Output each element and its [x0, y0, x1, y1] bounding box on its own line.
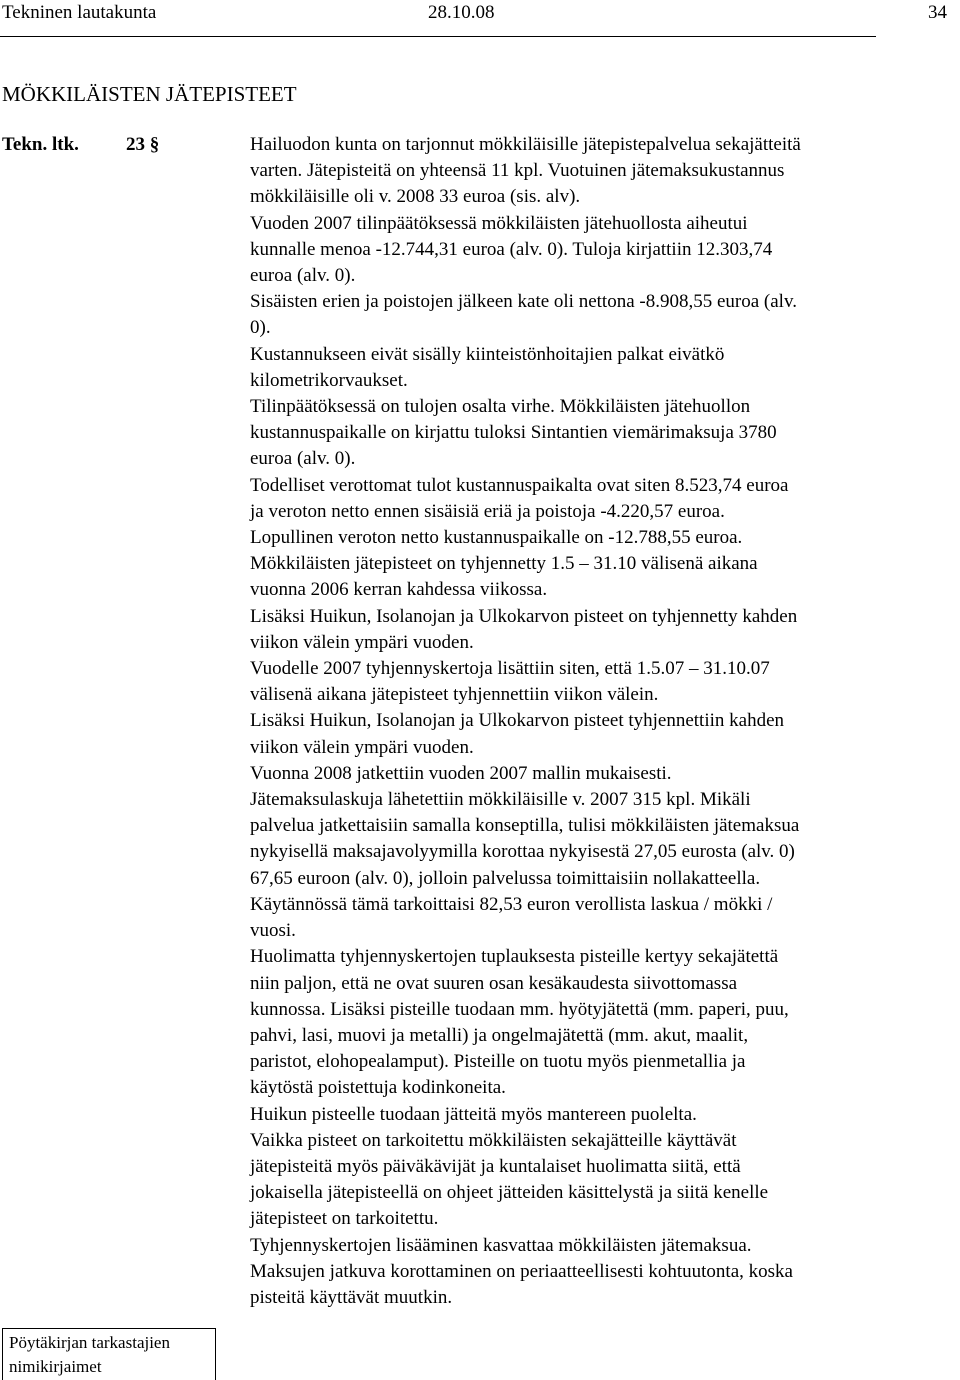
page-title: MÖKKILÄISTEN JÄTEPISTEET: [2, 82, 297, 106]
body-line: pisteitä käyttävät muutkin.: [250, 1286, 453, 1308]
body-line: Vuonna 2008 jatkettiin vuoden 2007 mallin mukaisesti.: [250, 762, 672, 784]
body-line: Maksujen jatkuva korottaminen on periaatteellisesti kohtuutonta, koska: [250, 1260, 793, 1282]
body-line: Mökkiläisten jätepisteet on tyhjennetty 1.5 – 31.10 välisenä aikana: [250, 553, 758, 575]
header-date: 28.10.08: [428, 2, 495, 23]
body-line: euroa (alv. 0).: [250, 265, 356, 287]
body-line: välisenä aikana jätepisteet tyhjennettiin viikon välein.: [250, 684, 659, 706]
body-line: mökkiläisille oli v. 2008 33 euroa (sis. alv).: [250, 186, 581, 208]
body-line: Huolimatta tyhjennyskertojen tuplauksesta pisteille kertyy sekajätettä: [250, 946, 779, 968]
body-line: ja veroton netto ennen sisäisiä eriä ja poistoja -4.220,57 euroa.: [250, 500, 725, 522]
body-line: euroa (alv. 0).: [250, 448, 356, 470]
body-line: jätepisteitä myös päiväkävijät ja kuntalaiset huolimatta siitä, että: [250, 1155, 741, 1177]
signature-box: [2, 1328, 216, 1380]
body-paragraph: [250, 1102, 910, 1128]
body-line: Lopullinen veroton netto kustannuspaikalle on -12.788,55 euroa.: [250, 527, 743, 549]
body-paragraph: [250, 525, 910, 551]
body-line: jokaisella jätepisteellä on ohjeet jätteiden käsittelystä ja siitä kenelle: [250, 1182, 769, 1204]
body-paragraph: [250, 761, 910, 787]
body-line: Lisäksi Huikun, Isolanojan ja Ulkokarvon pisteet on tyhjennetty kahden: [250, 605, 798, 627]
body-line: kilometrikorvaukset.: [250, 369, 408, 391]
header-committee: Tekninen lautakunta: [2, 2, 157, 23]
body-paragraph: [250, 289, 910, 341]
body-line: niin paljon, että ne ovat suuren osan kesäkaudesta siivottomassa: [250, 972, 738, 994]
signature-box-label-line1: Pöytäkirjan tarkastajien: [9, 1333, 170, 1352]
body-paragraph: [250, 394, 910, 473]
body-line: Tilinpäätöksessä on tulojen osalta virhe. Mökkiläisten jätehuollon: [250, 396, 751, 418]
body-line: Huikun pisteelle tuodaan jätteitä myös mantereen puolelta.: [250, 1103, 697, 1125]
body-line: Käytännössä tämä tarkoittaisi 82,53 euron verollista laskua / mökki /: [250, 893, 773, 915]
body-line: Sisäisten erien ja poistojen jälkeen kate oli nettona -8.908,55 euroa (alv.: [250, 291, 797, 313]
body-line: kustannuspaikalle on kirjattu tuloksi Sintantien viemärimaksuja 3780: [250, 422, 777, 444]
body-line: vuonna 2006 kerran kahdessa viikossa.: [250, 579, 548, 601]
body-line: kunnalle menoa -12.744,31 euroa (alv. 0). Tuloja kirjattiin 12.303,74: [250, 238, 773, 260]
body-paragraph: [250, 604, 910, 656]
body-paragraph: [250, 1259, 910, 1311]
body-line: Lisäksi Huikun, Isolanojan ja Ulkokarvon pisteet tyhjennettiin kahden: [250, 710, 785, 732]
body-line: 67,65 euroon (alv. 0), jolloin palvelussa toimittaisiin nollakatteella.: [250, 867, 761, 889]
body-paragraph: [250, 1233, 910, 1259]
body-line: paristot, elohopealamput). Pisteille on tuotu myös pienmetallia ja: [250, 1051, 746, 1073]
body-paragraph: [250, 944, 910, 1101]
body-paragraph: [250, 1128, 910, 1233]
body-paragraph: [250, 656, 910, 708]
body-line: Vuodelle 2007 tyhjennyskertoja lisättiin siten, että 1.5.07 – 31.10.07: [250, 658, 770, 680]
body-line: kunnossa. Lisäksi pisteille tuodaan mm. hyötyjätettä (mm. paperi, puu,: [250, 998, 789, 1020]
body-line: varten. Jätepisteitä on yhteensä 11 kpl. Vuotuinen jätemaksukustannus: [250, 160, 785, 182]
header-rule: [0, 36, 876, 37]
meeting-label: Tekn. ltk.: [2, 134, 79, 155]
body-line: jätepisteet on tarkoitettu.: [250, 1208, 439, 1230]
body-line: palvelua jatkettaisiin samalla konseptilla, tulisi mökkiläisten jätemaksua: [250, 815, 800, 837]
body-line: Todelliset verottomat tulot kustannuspaikalta ovat siten 8.523,74 euroa: [250, 474, 789, 496]
body-line: Vuoden 2007 tilinpäätöksessä mökkiläisten jätehuollosta aiheutui: [250, 212, 748, 234]
body-line: nykyisellä maksajavolyymilla korottaa nykyisestä 27,05 eurosta (alv. 0): [250, 841, 795, 863]
body-line: Hailuodon kunta on tarjonnut mökkiläisille jätepistepalvelua sekajätteitä: [250, 134, 801, 155]
body-line: käytöstä poistettuja kodinkoneita.: [250, 1077, 506, 1099]
body-line: Vaikka pisteet on tarkoitettu mökkiläisten sekajätteille käyttävät: [250, 1129, 737, 1151]
body-paragraph: [250, 132, 910, 289]
body-line: Jätemaksulaskuja lähetettiin mökkiläisille v. 2007 315 kpl. Mikäli: [250, 789, 751, 811]
body-line: vuosi.: [250, 920, 296, 942]
body-line: viikon välein ympäri vuoden.: [250, 736, 474, 758]
body-line: Kustannukseen eivät sisälly kiinteistönhoitajien palkat eivätkö: [250, 343, 725, 365]
body-line: 0).: [250, 317, 271, 339]
body-paragraph: [250, 342, 910, 394]
body-paragraph: [250, 708, 910, 760]
body-paragraph: [250, 892, 910, 944]
signature-box-label-line2: nimikirjaimet: [9, 1357, 102, 1376]
body-line: Tyhjennyskertojen lisääminen kasvattaa mökkiläisten jätemaksua.: [250, 1234, 752, 1256]
section-number: 23 §: [126, 134, 160, 155]
header-page-number: 34: [928, 2, 947, 23]
body-paragraph: [250, 787, 910, 892]
body-paragraph: [250, 473, 910, 525]
body-line: viikon välein ympäri vuoden.: [250, 631, 474, 653]
document-body: [250, 132, 910, 1311]
body-line: pahvi, lasi, muovi ja metalli) ja ongelmajätettä (mm. akut, maalit,: [250, 1024, 749, 1046]
body-paragraph: [250, 551, 910, 603]
